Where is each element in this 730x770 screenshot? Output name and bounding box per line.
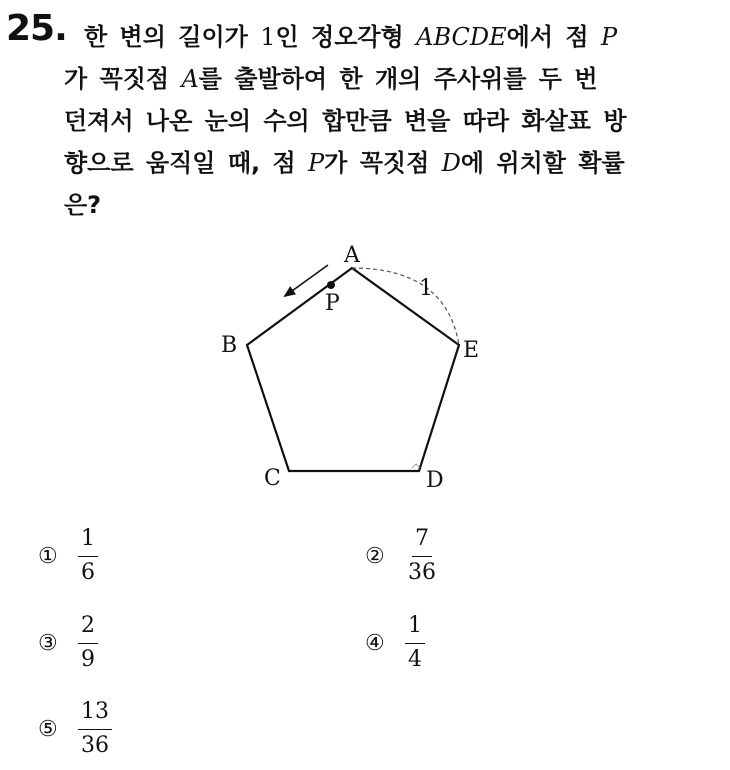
- choice-1-denominator: 6: [81, 560, 95, 585]
- choice-3-fraction: [78, 612, 98, 674]
- question-line-2: 가 꼭짓점 A를 출발하여 한 개의 주사위를 두 번: [64, 65, 598, 93]
- question-line-4: 향으로 움직일 때, 점 P가 꼭짓점 D에 위치할 확률: [64, 149, 625, 177]
- choice-4-denominator: 4: [408, 647, 422, 672]
- choice-2-fraction: [405, 525, 439, 587]
- choice-5-fraction: [78, 698, 112, 760]
- point-label-p: P: [325, 291, 340, 316]
- choice-5[interactable]: [38, 698, 112, 760]
- choice-4-numerator: 1: [405, 612, 425, 644]
- choice-5-numerator: 13: [78, 698, 112, 730]
- question-line-3: 던져서 나온 눈의 수의 합만큼 변을 따라 화살표 방: [64, 107, 627, 135]
- choice-2-denominator: 36: [408, 560, 436, 585]
- choice-4-marker: ④: [365, 630, 385, 656]
- point-p-dot: [327, 281, 335, 289]
- question-number: 25.: [6, 8, 67, 49]
- side-length-label: 1: [419, 276, 433, 301]
- vertex-d-symbol: D: [441, 149, 461, 177]
- vertex-label-e: E: [463, 338, 480, 363]
- choice-1-numerator: 1: [78, 525, 98, 557]
- choice-2-marker: ②: [365, 543, 385, 569]
- point-p-symbol-2: P: [308, 149, 325, 177]
- vertex-label-b: B: [221, 333, 238, 358]
- choice-5-marker: ⑤: [38, 716, 58, 742]
- vertex-label-d: D: [426, 468, 444, 493]
- choice-1[interactable]: [38, 525, 98, 587]
- choice-3[interactable]: [38, 612, 98, 674]
- question-line-5: 은?: [64, 191, 102, 219]
- point-p-symbol: P: [600, 23, 618, 51]
- choice-5-denominator: 36: [81, 733, 109, 758]
- right-angle-mark: [412, 464, 420, 468]
- vertex-a-symbol: A: [181, 65, 199, 93]
- choice-3-denominator: 9: [81, 647, 95, 672]
- choice-2-numerator: 7: [412, 525, 432, 557]
- choice-1-fraction: [78, 525, 98, 587]
- choice-4-fraction: [405, 612, 425, 674]
- choice-1-marker: ①: [38, 543, 58, 569]
- choice-3-numerator: 2: [78, 612, 98, 644]
- pentagon-name: ABCDE: [416, 23, 507, 51]
- choice-2[interactable]: [365, 525, 439, 587]
- vertex-label-a: A: [344, 243, 360, 268]
- choice-3-marker: ③: [38, 630, 58, 656]
- vertex-label-c: C: [264, 466, 281, 491]
- side-length-value: 1: [260, 23, 276, 51]
- choice-4[interactable]: [365, 612, 425, 674]
- question-line-1: 한 변의 길이가 1인 정오각형 ABCDE에서 점 P: [84, 23, 618, 51]
